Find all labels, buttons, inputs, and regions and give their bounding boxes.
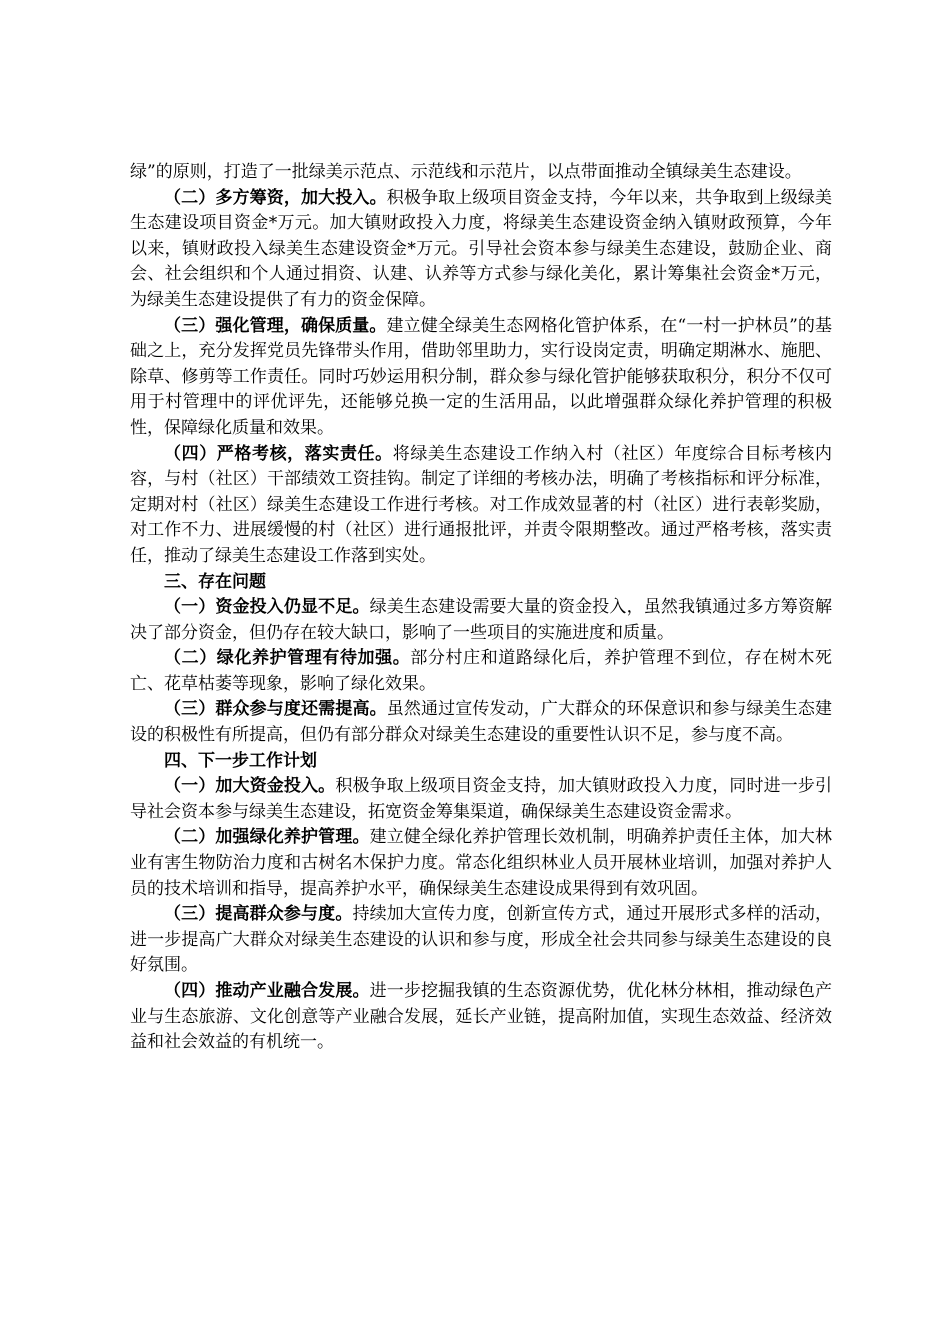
paragraph-text: 积极争取上级项目资金支持，加大镇财政投入力度，同时进一步引导社会资本参与绿美生态建设，拓宽资金筹集渠道，确保绿美生态建设资金需求。 — [130, 776, 833, 822]
paragraph-text: 建立健全绿化养护管理长效机制，明确养护责任主体，加大林业有害生物防治力度和古树名木保护力度。常态化组织林业人员开展林业培训，加强对养护人员的技术培训和指导，提高养护水平，确保绿美生态建设成果得到有效巩固。 — [130, 827, 833, 899]
paragraph-lead: （一）加大资金投入。 — [164, 776, 336, 797]
paragraph-text: 部分村庄和道路绿化后，养护管理不到位，存在树木死亡、花草枯萎等现象，影响了绿化效果。 — [130, 648, 833, 694]
paragraph-text: 绿”的原则，打造了一批绿美示范点、示范线和示范片，以点带面推动全镇绿美生态建设。 — [130, 162, 802, 182]
paragraph-lead: （二）绿化养护管理有待加强。 — [164, 648, 411, 669]
paragraph-text: 绿美生态建设需要大量的资金投入，虽然我镇通过多方筹资解决了部分资金，但仍存在较大缺口，影响了一些项目的实施进度和质量。 — [130, 597, 833, 643]
paragraph-plan-funding — [130, 774, 832, 825]
paragraph-problem-funding — [130, 595, 832, 646]
document-page — [130, 160, 832, 1056]
paragraph-text: 建立健全绿美生态网格化管护体系，在“一村一护林员”的基础之上，充分发挥党员先锋带头作用，借助邻里助力，实行设岗定责，明确定期淋水、施肥、除草、修剪等工作责任。同时巧妙运用积分制，群众参与绿化管护能够获取积分，积分不仅可用于村管理中的评优评先，还能够兑换一定的生活用品，以此增强群众绿化养护管理的积极性，保障绿化质量和效果。 — [130, 315, 833, 438]
paragraph-continued — [130, 160, 832, 186]
paragraph-problem-maintenance — [130, 646, 832, 697]
paragraph-lead: （三）强化管理，确保质量。 — [164, 315, 387, 336]
paragraph-plan-industry — [130, 979, 832, 1056]
section-heading-next-plan: 四、下一步工作计划 — [164, 750, 317, 771]
paragraph-text: 进一步挖掘我镇的生态资源优势，优化林分林相，推动绿色产业与生态旅游、文化创意等产业融合发展，延长产业链，提高附加值，实现生态效益、经济效益和社会效益的有机统一。 — [130, 981, 833, 1053]
paragraph-text: 虽然通过宣传发动，广大群众的环保意识和参与绿美生态建设的积极性有所提高，但仍有部分群众对绿美生态建设的重要性认识不足，参与度不高。 — [130, 699, 833, 746]
paragraph-lead: （三）群众参与度还需提高。 — [164, 699, 387, 720]
paragraph-text: 积极争取上级项目资金支持，今年以来，共争取到上级绿美生态建设项目资金*万元。加大镇财政投入力度，将绿美生态建设资金纳入镇财政预算，今年以来，镇财政投入绿美生态建设资金*万元。引导社会资本参与绿美生态建设，鼓励企业、商会、社会组织和个人通过捐资、认建、认养等方式参与绿化美化，累计筹集社会资金*万元，为绿美生态建设提供了有力的资金保障。 — [130, 187, 833, 310]
paragraph-management — [130, 314, 832, 442]
paragraph-lead: （四）严格考核，落实责任。 — [164, 443, 393, 464]
paragraph-lead: （三）提高群众参与度。 — [164, 904, 353, 925]
paragraph-text: 将绿美生态建设工作纳入村（社区）年度综合目标考核内容，与村（社区）干部绩效工资挂钩。制定了详细的考核办法，明确了考核指标和评分标准，定期对村（社区）绿美生态建设工作进行考核。对工作成效显著的村（社区）进行表彰奖励，对工作不力、进展缓慢的村（社区）进行通报批评，并责令限期整改。通过严格考核，落实责任，推动了绿美生态建设工作落到实处。 — [130, 443, 833, 566]
paragraph-problem-participation — [130, 697, 832, 748]
paragraph-text: 持续加大宣传力度，创新宣传方式，通过开展形式多样的活动，进一步提高广大群众对绿美生态建设的认识和参与度，形成全社会共同参与绿美生态建设的良好氛围。 — [130, 904, 833, 976]
paragraph-lead: （一）资金投入仍显不足。 — [164, 597, 370, 618]
paragraph-assessment — [130, 442, 832, 570]
section-heading-problems: 三、存在问题 — [164, 571, 266, 592]
paragraph-lead: （二）多方筹资，加大投入。 — [164, 187, 387, 208]
paragraph-fundraising — [130, 186, 832, 314]
paragraph-lead: （四）推动产业融合发展。 — [164, 981, 370, 1001]
paragraph-plan-participation — [130, 902, 832, 979]
paragraph-lead: （二）加强绿化养护管理。 — [164, 827, 370, 848]
paragraph-plan-maintenance — [130, 825, 832, 902]
